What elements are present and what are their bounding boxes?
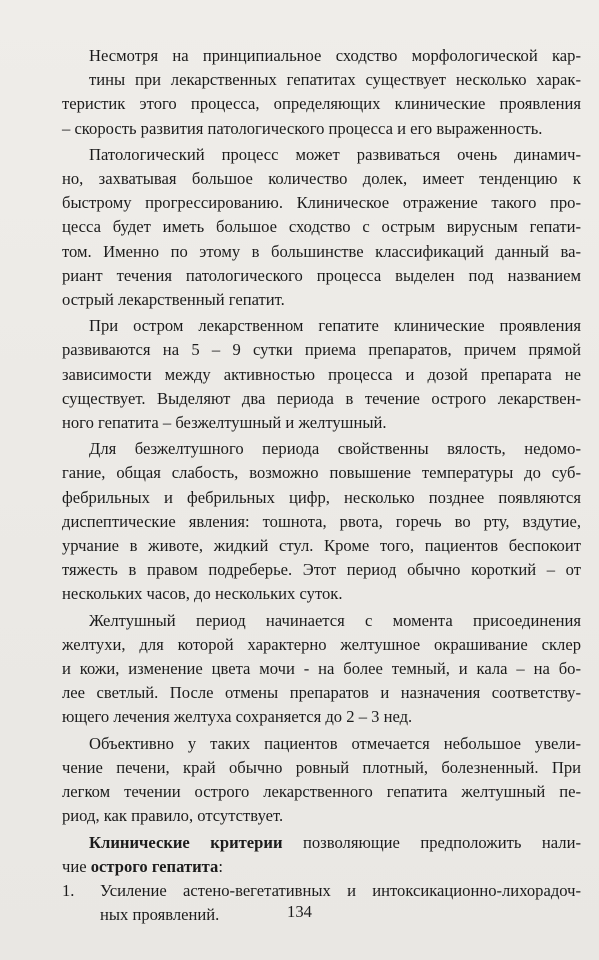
criteria-bold-hepatitis: острого гепатита bbox=[90, 856, 219, 876]
list-item-1: 1. Усиление астено-вегетативных и интоксикационно-лихорадоч- ных проявлений. bbox=[62, 880, 581, 925]
list-number: 1. bbox=[62, 880, 75, 900]
paragraph-6: Объективно у таких пациентов отмечается небольшое увели- чение печени, край обычно ровный плотный, болезненный. При легком течении острого лекарственного гепатита желтушный пе- риод, как правило, отсутствует. bbox=[62, 733, 581, 826]
paragraph-3: При остром лекарственном гепатите клинические проявления развиваются на 5 – 9 сутки приема препаратов, причем прямой зависимости между активностью процесса и дозой препарата не существует. Выделяют два периода в течение острого лекарствен- ного гепатита – безжелтушный и желтушный. bbox=[62, 316, 581, 433]
paragraph-5: Желтушный период начинается с момента присоединения желтухи, для которой характерно желтушное окрашивание склер и кожи, изменение цвета мочи - на более темный, и кала – на бо- лее светлый. После отмены препаратов и назначения соответству- ющего лечения желтуха сохраняется до 2 – 3 нед. bbox=[62, 610, 581, 727]
paragraph-2: Патологический процесс может развиваться очень динамич- но, захватывая большое количество долек, имеет тенденцию к быстрому прогрессированию. Клиническое отражение такого про- цесса будет иметь большое сходство с острым вирусным гепати- том. Именно по этому в большинстве классификаций данный ва- риант течения патологического процесса выделен под названием острый лекарственный гепатит. bbox=[62, 144, 581, 310]
criteria-paragraph: Клинические критерии позволяющие предположить нали- чие острого гепатита: bbox=[62, 832, 581, 876]
body-text bbox=[62, 44, 581, 927]
paragraph-4: Для безжелтушного периода свойственны вялость, недомо- гание, общая слабость, возможно повышение температуры до суб- фебрильных и фебрильных цифр, несколько позднее появляются диспептические явления: тошнота, рвота, горечь во рту, вздутие, урчание в животе, жидкий стул. Кроме того, пациентов беспокоит тяжесть в правом подреберье. Этот период обычно короткий – от нескольких часов, до нескольких суток. bbox=[62, 439, 581, 604]
criteria-bold-term: Клинические критерии bbox=[89, 832, 283, 852]
paragraph-1: Несмотря на принципиальное сходство морфологической кар- тины при лекарственных гепатитах существует несколько харак- теристик этого процесса, определяющих клинические проявления – скорость развития патологического процесса и его выраженность. bbox=[62, 46, 581, 138]
page-number: 134 bbox=[287, 902, 312, 921]
